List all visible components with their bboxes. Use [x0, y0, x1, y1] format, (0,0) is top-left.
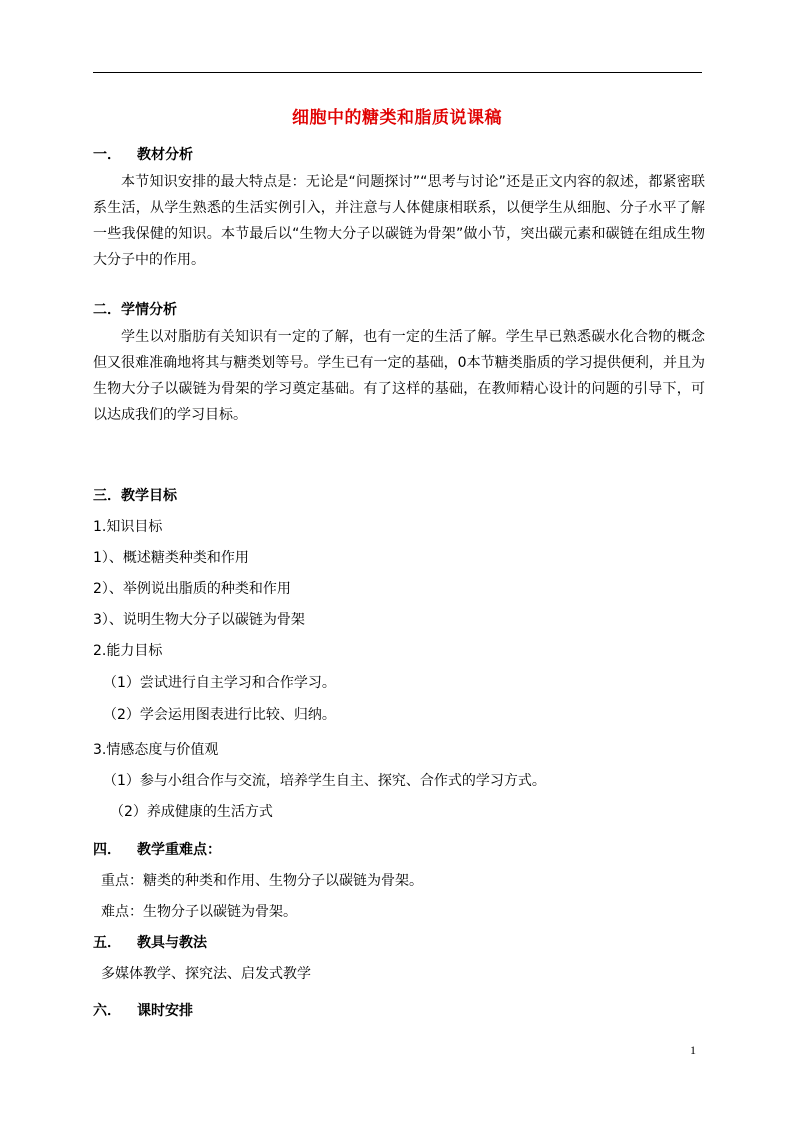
section-heading-4	[93, 841, 221, 859]
emotion-goal-title: 3.情感态度与价值观	[93, 742, 219, 758]
goal-item: （2）养成健康的生活方式	[110, 804, 273, 820]
knowledge-goal-title: 1.知识目标	[93, 519, 163, 535]
goal-item: 1）、概述糖类种类和作用	[93, 550, 249, 566]
section-number: 一．	[93, 147, 121, 163]
section-number: 四．	[93, 842, 121, 858]
goal-item: 2）、举例说出脂质的种类和作用	[93, 581, 291, 597]
section-heading-3: 三．教学目标	[93, 488, 177, 504]
key-point: 重点：糖类的种类和作用、生物分子以碳链为骨架。	[101, 873, 423, 889]
section-label: 教具与教法	[137, 935, 207, 951]
goal-item: （1）尝试进行自主学习和合作学习。	[103, 675, 336, 691]
section-number: 六．	[93, 1003, 121, 1019]
goal-item: （2）学会运用图表进行比较、归纳。	[103, 707, 336, 723]
teaching-methods: 多媒体教学、探究法、启发式教学	[101, 966, 311, 982]
difficult-point: 难点：生物分子以碳链为骨架。	[101, 904, 297, 920]
section-number: 五．	[93, 935, 121, 951]
section-label: 课时安排	[137, 1003, 193, 1019]
document-title: 细胞中的糖类和脂质说课稿	[292, 108, 502, 128]
header-rule	[93, 72, 702, 73]
section-heading-2: 二．学情分析	[93, 302, 177, 318]
section-label: 教学重难点：	[137, 842, 221, 858]
ability-goal-title: 2.能力目标	[93, 643, 163, 659]
page-number: 1	[690, 1043, 696, 1057]
paragraph-textbook-analysis: 本节知识安排的最大特点是：无论是“问题探讨”“思考与讨论”还是正文内容的叙述，都紧密联系生活，从学生熟悉的生活实例引入，并注意与人体健康相联系，以便学生从细胞、分子水平了解一些我保健的知识。本节最后以“生物大分子以碳链为骨架”做小节，突出碳元素和碳链在组成生物大分子中的作用。	[93, 174, 705, 268]
section-heading-6	[93, 1002, 193, 1020]
goal-item: 3）、说明生物大分子以碳链为骨架	[93, 612, 305, 628]
section-label: 教材分析	[137, 147, 193, 163]
goal-item: （1）参与小组合作与交流，培养学生自主、探究、合作式的学习方式。	[103, 773, 546, 789]
section-heading-1	[93, 146, 193, 164]
paragraph-student-analysis: 学生以对脂肪有关知识有一定的了解，也有一定的生活了解。学生早已熟悉碳水化合物的概念但又很难准确地将其与糖类划等号。学生已有一定的基础，0本节糖类脂质的学习提供便利，并且为生物大分子以碳链为骨架的学习奠定基础。有了这样的基础，在教师精心设计的问题的引导下，可以达成我们的学习目标。	[93, 329, 705, 423]
section-heading-5	[93, 934, 207, 952]
